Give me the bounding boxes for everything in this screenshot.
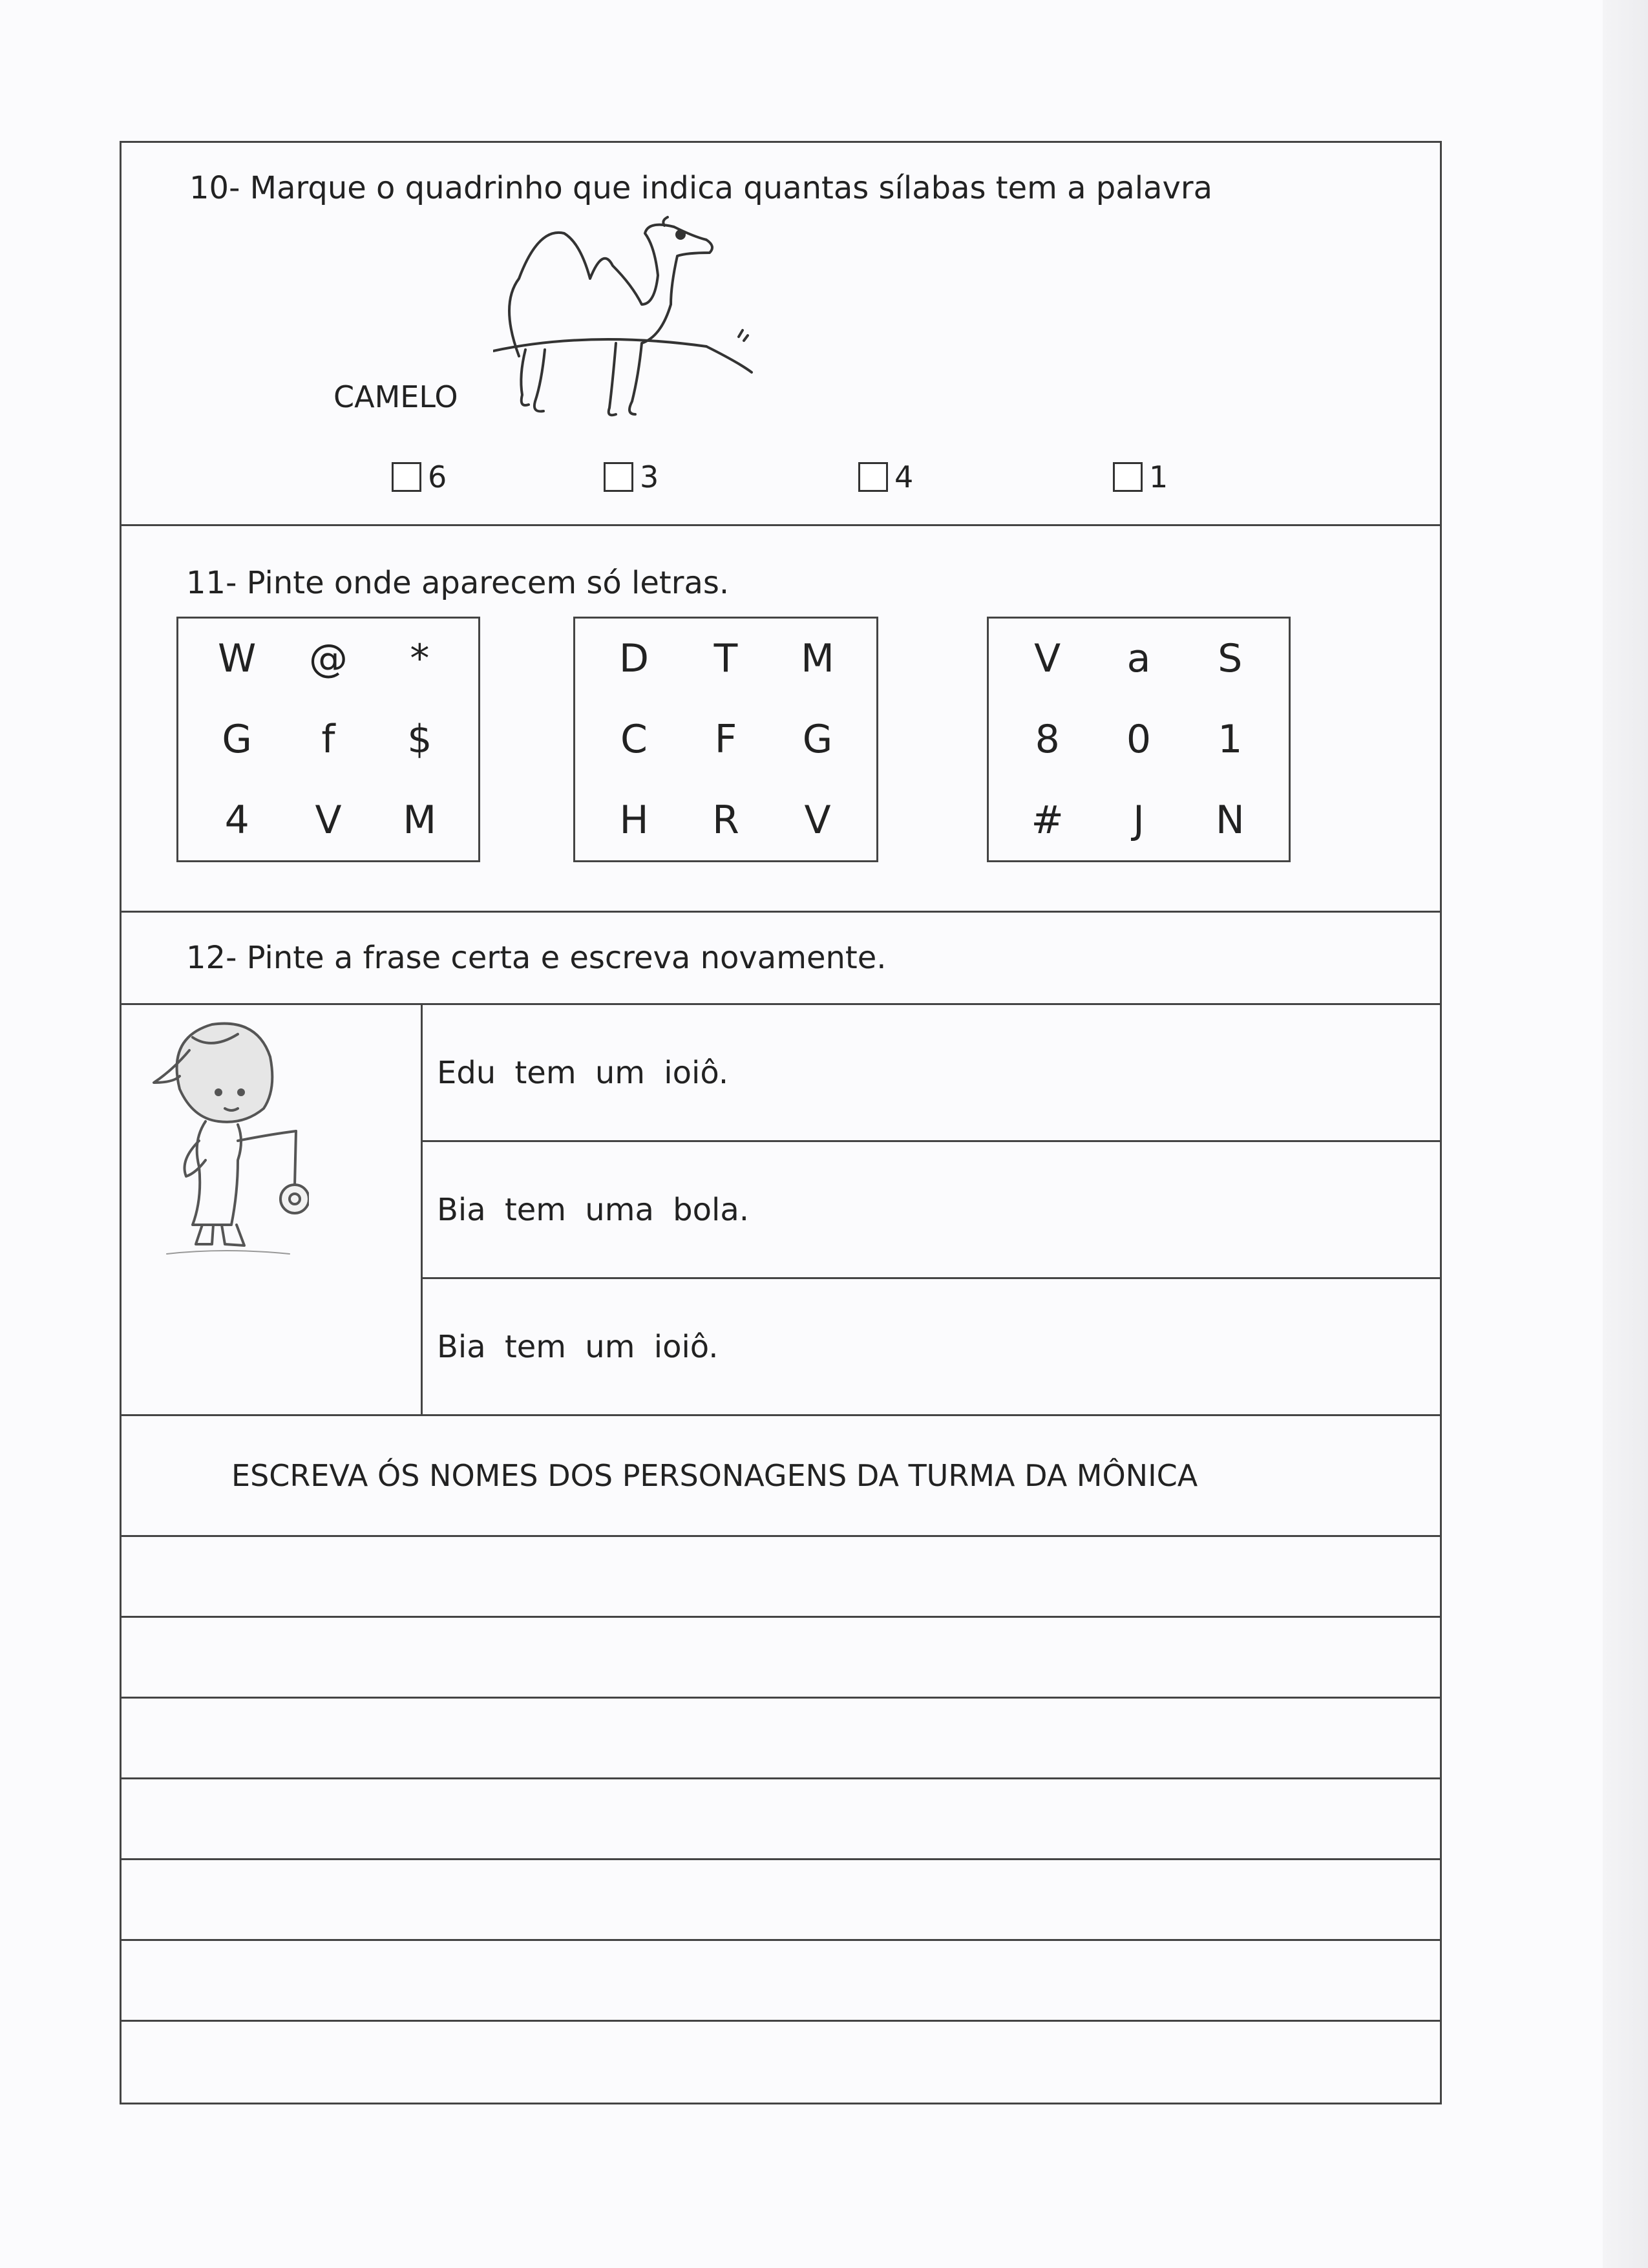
- checkbox[interactable]: [1113, 462, 1143, 492]
- writing-line[interactable]: [121, 1699, 1440, 1779]
- symbol-grid-1[interactable]: [176, 617, 480, 862]
- writing-line[interactable]: [121, 1860, 1440, 1941]
- names-question-prompt: ESCREVA ÓS NOMES DOS PERSONAGENS DA TURMA DA MÔNICA: [231, 1458, 1198, 1493]
- word-camelo: CAMELO: [333, 379, 458, 414]
- grid-cell: C: [620, 716, 648, 762]
- grid-cell: J: [1133, 797, 1145, 843]
- symbol-grid-2[interactable]: [573, 617, 878, 862]
- sentence-text: Bia tem uma bola.: [437, 1191, 749, 1228]
- checkbox[interactable]: [392, 462, 421, 492]
- grid-cell: G: [222, 716, 252, 762]
- grid-cell: G: [802, 716, 833, 762]
- sentence-option-3[interactable]: [423, 1279, 1440, 1414]
- grid-cell: W: [218, 636, 257, 682]
- grid-cell: V: [315, 797, 342, 843]
- picture-cell: [121, 1005, 423, 1414]
- option-label: 1: [1149, 460, 1168, 494]
- writing-line[interactable]: [121, 1618, 1440, 1699]
- option-1[interactable]: [1113, 460, 1168, 494]
- writing-line[interactable]: [121, 1941, 1440, 2022]
- grid-cell: a: [1126, 636, 1151, 682]
- question-10-prompt: 10- Marque o quadrinho que indica quantas sílabas tem a palavra: [189, 170, 1212, 206]
- grid-cell: *: [410, 636, 430, 682]
- grid-cell: H: [619, 797, 649, 843]
- sentence-table: [121, 1005, 1440, 1416]
- grid-cell: T: [713, 636, 738, 682]
- grid-cell: N: [1215, 797, 1245, 843]
- grid-cell: 8: [1035, 716, 1060, 762]
- grid-cell: M: [403, 797, 437, 843]
- camel-illustration: [493, 207, 777, 421]
- girl-with-yoyo-illustration: [141, 1012, 309, 1270]
- grid-cell: #: [1031, 797, 1064, 843]
- question-12-prompt: 12- Pinte a frase certa e escreva novamente.: [186, 940, 887, 976]
- worksheet: [120, 141, 1442, 2104]
- option-label: 6: [428, 460, 447, 494]
- grid-cell: @: [308, 636, 348, 682]
- option-4[interactable]: [858, 460, 913, 494]
- symbol-grid-3[interactable]: [987, 617, 1291, 862]
- sentence-option-1[interactable]: [423, 1005, 1440, 1142]
- question-11-prompt: 11- Pinte onde aparecem só letras.: [186, 565, 730, 601]
- sentence-rows: [423, 1005, 1440, 1414]
- sentence-option-2[interactable]: [423, 1142, 1440, 1279]
- grid-cell: f: [321, 716, 335, 762]
- sentence-text: Bia tem um ioiô.: [437, 1328, 719, 1365]
- page-edge: [1603, 0, 1648, 2268]
- checkbox[interactable]: [858, 462, 888, 492]
- writing-lines: [121, 1537, 1440, 2103]
- option-3[interactable]: [604, 460, 659, 494]
- option-label: 3: [640, 460, 659, 494]
- grid-cell: 1: [1218, 716, 1243, 762]
- writing-line[interactable]: [121, 1779, 1440, 1860]
- grid-cell: $: [407, 716, 432, 762]
- grid-cell: M: [801, 636, 834, 682]
- question-12: [121, 913, 1440, 1005]
- grid-cell: S: [1218, 636, 1243, 682]
- checkbox[interactable]: [604, 462, 633, 492]
- option-6[interactable]: [392, 460, 447, 494]
- grid-cell: V: [1034, 636, 1061, 682]
- grid-cell: R: [712, 797, 739, 843]
- grid-cell: F: [714, 716, 737, 762]
- writing-line[interactable]: [121, 2022, 1440, 2103]
- grid-cell: 4: [224, 797, 249, 843]
- question-10: [121, 143, 1440, 526]
- names-question: [121, 1416, 1440, 1537]
- writing-line[interactable]: [121, 1537, 1440, 1618]
- sentence-text: Edu tem um ioiô.: [437, 1054, 729, 1091]
- grid-cell: D: [618, 636, 650, 682]
- grid-cell: 0: [1126, 716, 1152, 762]
- option-label: 4: [894, 460, 914, 494]
- grid-cell: V: [804, 797, 831, 843]
- question-11: [121, 526, 1440, 913]
